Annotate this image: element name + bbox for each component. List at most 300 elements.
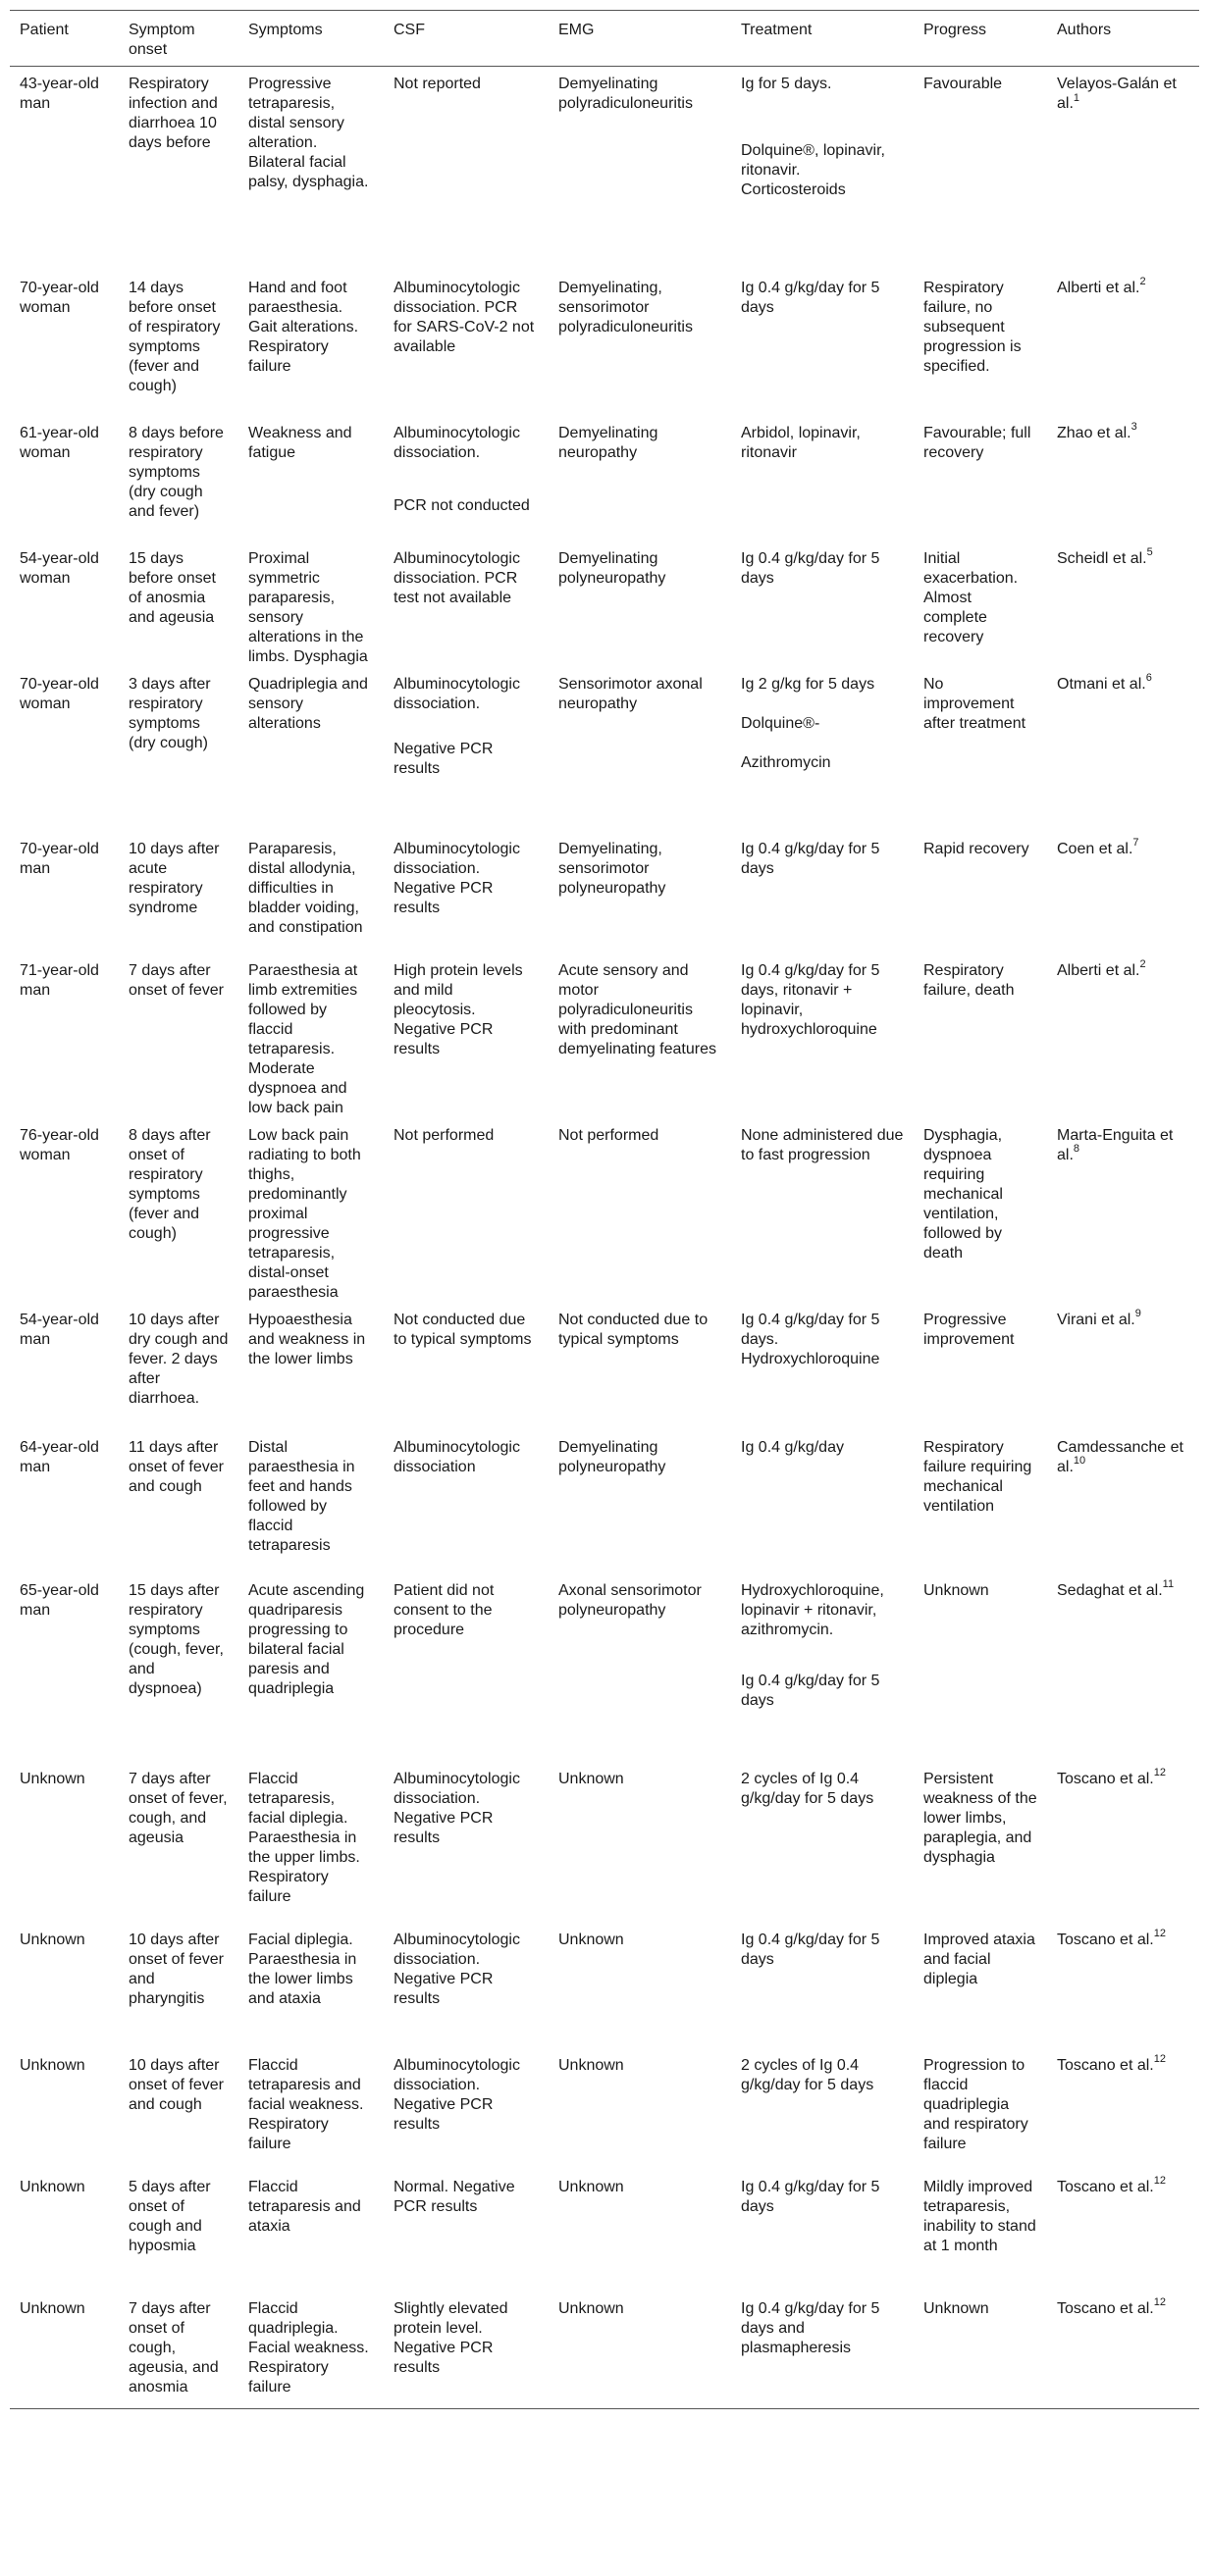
cell-onset-text: 5 days after onset of cough and hyposmia bbox=[129, 2178, 211, 2254]
cell-patient bbox=[10, 271, 119, 416]
cell-treatment-text: Ig for 5 days. bbox=[741, 76, 832, 92]
cell-csf bbox=[384, 1303, 549, 1430]
cell-symptoms bbox=[238, 1303, 384, 1430]
cell-csf bbox=[384, 416, 549, 541]
cell-patient-text: 64-year-old man bbox=[20, 1438, 99, 1475]
cell-authors-text: Scheidl et al. bbox=[1057, 549, 1147, 567]
cell-symptoms bbox=[238, 1118, 384, 1303]
header-treatment: Treatment bbox=[731, 11, 914, 67]
cell-emg bbox=[549, 1573, 731, 1762]
cell-treatment-text: 2 cycles of Ig 0.4 g/kg/day for 5 days bbox=[741, 2056, 874, 2093]
reference-number: 12 bbox=[1153, 2296, 1166, 2309]
cell-authors bbox=[1047, 1573, 1199, 1762]
cell-authors bbox=[1047, 667, 1199, 832]
cell-authors bbox=[1047, 832, 1199, 953]
cell-authors-text: Sedaghat et al. bbox=[1057, 1581, 1163, 1599]
cell-csf bbox=[384, 271, 549, 416]
cell-patient-text: 54-year-old man bbox=[20, 1311, 99, 1348]
cell-patient-text: 54-year-old woman bbox=[20, 549, 99, 587]
table-row bbox=[10, 1762, 1199, 1923]
cell-treatment-extra-text: Dolquine®- bbox=[741, 714, 820, 732]
cell-patient-text: 70-year-old woman bbox=[20, 675, 99, 712]
cell-onset bbox=[119, 2170, 238, 2292]
cell-authors-text: Marta-Enguita et al. bbox=[1057, 1126, 1174, 1163]
cell-authors-text: Otmani et al. bbox=[1057, 675, 1146, 693]
cell-csf bbox=[384, 1923, 549, 2048]
cell-progress-text: Favourable; full recovery bbox=[923, 424, 1031, 461]
cell-symptoms bbox=[238, 416, 384, 541]
cell-progress bbox=[914, 2048, 1047, 2170]
cell-onset bbox=[119, 1118, 238, 1303]
cell-csf-text: Albuminocytologic dissociation. Negative PCR results bbox=[394, 1931, 520, 2007]
cell-treatment-extra-text: Dolquine®, lopinavir, ritonavir. Corticosteroids bbox=[741, 142, 885, 198]
cell-emg-text: Demyelinating polyneuropathy bbox=[558, 549, 666, 587]
cell-symptoms bbox=[238, 67, 384, 271]
table-row bbox=[10, 1923, 1199, 2048]
cell-symptoms-text: Paraesthesia at limb extremities followed by flaccid tetraparesis. Moderate dyspnoea and low back pain bbox=[248, 961, 358, 1116]
cell-progress bbox=[914, 1430, 1047, 1573]
cell-symptoms-text: Hypoaesthesia and weakness in the lower limbs bbox=[248, 1311, 366, 1367]
cell-patient bbox=[10, 1303, 119, 1430]
cell-symptoms-text: Acute ascending quadriparesis progressing to bilateral facial paresis and quadriplegia bbox=[248, 1581, 365, 1697]
header-symptoms: Symptoms bbox=[238, 11, 384, 67]
cell-authors-text: Toscano et al. bbox=[1057, 1931, 1154, 1948]
cell-emg-text: Not conducted due to typical symptoms bbox=[558, 1311, 709, 1348]
case-table bbox=[10, 10, 1199, 2409]
cell-emg bbox=[549, 1118, 731, 1303]
cell-emg-text: Demyelinating neuropathy bbox=[558, 424, 658, 461]
cell-onset bbox=[119, 2048, 238, 2170]
cell-treatment bbox=[731, 1303, 914, 1430]
cell-csf-text: Albuminocytologic dissociation. bbox=[394, 424, 520, 461]
cell-symptoms-text: Weakness and fatigue bbox=[248, 424, 352, 461]
table-row bbox=[10, 67, 1199, 271]
header-authors: Authors bbox=[1047, 11, 1199, 67]
cell-onset bbox=[119, 67, 238, 271]
cell-patient bbox=[10, 953, 119, 1118]
table-row bbox=[10, 271, 1199, 416]
reference-number: 12 bbox=[1153, 1928, 1166, 1940]
cell-emg bbox=[549, 67, 731, 271]
cell-patient-text: Unknown bbox=[20, 2178, 85, 2195]
cell-treatment-text: Ig 0.4 g/kg/day for 5 days, ritonavir + lopinavir, hydroxychloroquine bbox=[741, 961, 880, 1038]
cell-progress bbox=[914, 2292, 1047, 2409]
cell-progress-text: Progressive improvement bbox=[923, 1311, 1015, 1348]
cell-onset-text: 15 days before onset of anosmia and ageusia bbox=[129, 549, 216, 626]
table-row bbox=[10, 953, 1199, 1118]
cell-onset bbox=[119, 416, 238, 541]
cell-patient-text: 70-year-old man bbox=[20, 840, 99, 877]
cell-emg bbox=[549, 1923, 731, 2048]
cell-symptoms bbox=[238, 2170, 384, 2292]
cell-csf-extra-text: PCR not conducted bbox=[394, 496, 530, 514]
cell-emg bbox=[549, 416, 731, 541]
header-row bbox=[10, 11, 1199, 67]
cell-csf bbox=[384, 1118, 549, 1303]
table-row bbox=[10, 1430, 1199, 1573]
cell-onset bbox=[119, 1923, 238, 2048]
cell-progress-text: Rapid recovery bbox=[923, 840, 1029, 857]
cell-treatment bbox=[731, 1430, 914, 1573]
cell-progress bbox=[914, 1118, 1047, 1303]
cell-patient bbox=[10, 1762, 119, 1923]
cell-csf-text: Normal. Negative PCR results bbox=[394, 2178, 515, 2215]
cell-csf-text: Not reported bbox=[394, 76, 481, 92]
cell-csf-extra-text: Negative PCR results bbox=[394, 740, 494, 777]
cell-treatment bbox=[731, 271, 914, 416]
cell-emg bbox=[549, 953, 731, 1118]
cell-onset bbox=[119, 1430, 238, 1573]
cell-symptoms bbox=[238, 1430, 384, 1573]
cell-onset bbox=[119, 1762, 238, 1923]
cell-csf bbox=[384, 832, 549, 953]
cell-symptoms-text: Flaccid tetraparesis and facial weakness. Respiratory failure bbox=[248, 2056, 364, 2152]
cell-symptoms bbox=[238, 953, 384, 1118]
cell-emg-text: Demyelinating polyneuropathy bbox=[558, 1438, 666, 1475]
cell-progress-text: Respiratory failure requiring mechanical ventilation bbox=[923, 1438, 1032, 1515]
cell-treatment bbox=[731, 832, 914, 953]
reference-number: 9 bbox=[1134, 1308, 1141, 1320]
cell-authors bbox=[1047, 1118, 1199, 1303]
reference-number: 6 bbox=[1145, 672, 1152, 685]
cell-authors-text: Toscano et al. bbox=[1057, 2299, 1154, 2317]
cell-emg-text: Unknown bbox=[558, 2056, 624, 2074]
cell-csf-text: Albuminocytologic dissociation bbox=[394, 1438, 520, 1475]
cell-symptoms-text: Hand and foot paraesthesia. Gait alterations. Respiratory failure bbox=[248, 279, 359, 375]
cell-symptoms-text: Paraparesis, distal allodynia, difficulties in bladder voiding, and constipation bbox=[248, 840, 363, 936]
cell-emg bbox=[549, 541, 731, 667]
cell-emg bbox=[549, 1762, 731, 1923]
cell-symptoms bbox=[238, 1762, 384, 1923]
header-progress: Progress bbox=[914, 11, 1047, 67]
cell-patient bbox=[10, 2048, 119, 2170]
cell-progress bbox=[914, 67, 1047, 271]
cell-patient bbox=[10, 541, 119, 667]
cell-csf-text: Patient did not consent to the procedure bbox=[394, 1581, 495, 1638]
cell-csf-text: Slightly elevated protein level. Negative PCR results bbox=[394, 2299, 508, 2376]
cell-patient-text: 71-year-old man bbox=[20, 961, 99, 999]
cell-onset bbox=[119, 1573, 238, 1762]
table-row bbox=[10, 416, 1199, 541]
cell-progress-text: Respiratory failure, death bbox=[923, 961, 1015, 999]
cell-authors-text: Toscano et al. bbox=[1057, 2056, 1154, 2074]
cell-authors-text: Toscano et al. bbox=[1057, 2178, 1154, 2195]
cell-csf bbox=[384, 1573, 549, 1762]
cell-progress-text: No improvement after treatment bbox=[923, 675, 1026, 732]
cell-emg-text: Unknown bbox=[558, 2178, 624, 2195]
cell-onset-text: 8 days before respiratory symptoms (dry cough and fever) bbox=[129, 424, 224, 520]
cell-symptoms-text: Flaccid quadriplegia. Facial weakness. Respiratory failure bbox=[248, 2299, 369, 2396]
cell-emg bbox=[549, 2170, 731, 2292]
cell-authors bbox=[1047, 1303, 1199, 1430]
cell-emg bbox=[549, 667, 731, 832]
cell-progress bbox=[914, 1303, 1047, 1430]
cell-treatment bbox=[731, 416, 914, 541]
cell-emg-text: Sensorimotor axonal neuropathy bbox=[558, 675, 703, 712]
cell-progress bbox=[914, 541, 1047, 667]
cell-treatment bbox=[731, 2292, 914, 2409]
cell-treatment-text: Arbidol, lopinavir, ritonavir bbox=[741, 424, 861, 461]
cell-emg bbox=[549, 2292, 731, 2409]
cell-authors-text: Coen et al. bbox=[1057, 840, 1133, 857]
cell-symptoms bbox=[238, 271, 384, 416]
cell-csf-text: High protein levels and mild pleocytosis. Negative PCR results bbox=[394, 961, 523, 1057]
table-row bbox=[10, 1573, 1199, 1762]
cell-progress bbox=[914, 271, 1047, 416]
cell-onset-text: 3 days after respiratory symptoms (dry cough) bbox=[129, 675, 211, 751]
cell-authors bbox=[1047, 416, 1199, 541]
cell-authors bbox=[1047, 271, 1199, 416]
cell-patient-text: Unknown bbox=[20, 1770, 85, 1787]
reference-number: 12 bbox=[1153, 1767, 1166, 1779]
cell-emg-text: Unknown bbox=[558, 1770, 624, 1787]
header-symptom-onset: Symptom onset bbox=[119, 11, 238, 67]
table-row bbox=[10, 1303, 1199, 1430]
cell-treatment-text: Ig 0.4 g/kg/day for 5 days bbox=[741, 840, 880, 877]
cell-treatment-text: Hydroxychloroquine, lopinavir + ritonavir, azithromycin. bbox=[741, 1581, 884, 1638]
reference-number: 8 bbox=[1073, 1143, 1080, 1156]
cell-onset-text: 7 days after onset of fever, cough, and ageusia bbox=[129, 1770, 228, 1846]
cell-csf-text: Albuminocytologic dissociation. bbox=[394, 675, 520, 712]
reference-number: 3 bbox=[1130, 421, 1137, 434]
cell-progress-text: Persistent weakness of the lower limbs, paraplegia, and dysphagia bbox=[923, 1770, 1037, 1866]
cell-authors-text: Zhao et al. bbox=[1057, 424, 1131, 441]
cell-emg bbox=[549, 271, 731, 416]
table-container bbox=[10, 10, 1199, 2566]
cell-progress bbox=[914, 1762, 1047, 1923]
cell-csf bbox=[384, 2170, 549, 2292]
cell-symptoms bbox=[238, 2292, 384, 2409]
cell-treatment bbox=[731, 667, 914, 832]
cell-patient bbox=[10, 1923, 119, 2048]
cell-csf bbox=[384, 667, 549, 832]
cell-authors bbox=[1047, 541, 1199, 667]
cell-csf bbox=[384, 2292, 549, 2409]
reference-number: 2 bbox=[1139, 276, 1146, 288]
cell-symptoms bbox=[238, 1923, 384, 2048]
cell-onset bbox=[119, 667, 238, 832]
cell-patient-text: 43-year-old man bbox=[20, 76, 99, 112]
table-row bbox=[10, 832, 1199, 953]
cell-onset-text: Respiratory infection and diarrhoea 10 days before bbox=[129, 76, 218, 151]
cell-treatment-text: Ig 0.4 g/kg/day bbox=[741, 1438, 844, 1456]
cell-treatment-text: Ig 0.4 g/kg/day for 5 days and plasmapheresis bbox=[741, 2299, 880, 2356]
cell-patient bbox=[10, 667, 119, 832]
cell-authors bbox=[1047, 2048, 1199, 2170]
cell-treatment-text: Ig 0.4 g/kg/day for 5 days bbox=[741, 279, 880, 316]
reference-number: 1 bbox=[1073, 91, 1080, 104]
cell-treatment-text: Ig 0.4 g/kg/day for 5 days bbox=[741, 1931, 880, 1968]
cell-treatment bbox=[731, 67, 914, 271]
cell-onset-text: 15 days after respiratory symptoms (cough, fever, and dyspnoea) bbox=[129, 1581, 224, 1697]
cell-csf-text: Not performed bbox=[394, 1126, 495, 1144]
cell-emg-text: Unknown bbox=[558, 1931, 624, 1948]
cell-treatment bbox=[731, 541, 914, 667]
cell-symptoms bbox=[238, 832, 384, 953]
cell-patient bbox=[10, 67, 119, 271]
cell-csf bbox=[384, 1762, 549, 1923]
cell-emg bbox=[549, 832, 731, 953]
cell-onset bbox=[119, 271, 238, 416]
table-row bbox=[10, 1118, 1199, 1303]
cell-symptoms-text: Low back pain radiating to both thighs, predominantly proximal progressive tetraparesis, distal-onset paraesthesia bbox=[248, 1126, 361, 1301]
cell-progress bbox=[914, 2170, 1047, 2292]
cell-treatment-extra-text: Ig 0.4 g/kg/day for 5 days bbox=[741, 1672, 880, 1709]
cell-authors-text: Virani et al. bbox=[1057, 1311, 1135, 1328]
cell-onset bbox=[119, 1303, 238, 1430]
cell-authors bbox=[1047, 2292, 1199, 2409]
cell-onset bbox=[119, 832, 238, 953]
cell-onset-text: 8 days after onset of respiratory symptoms (fever and cough) bbox=[129, 1126, 211, 1242]
cell-progress bbox=[914, 832, 1047, 953]
cell-authors-text: Camdessanche et al. bbox=[1057, 1438, 1183, 1475]
cell-symptoms bbox=[238, 2048, 384, 2170]
cell-symptoms-text: Flaccid tetraparesis and ataxia bbox=[248, 2178, 361, 2235]
reference-number: 11 bbox=[1162, 1578, 1175, 1591]
cell-treatment-extra-text: Azithromycin bbox=[741, 753, 831, 771]
cell-csf bbox=[384, 541, 549, 667]
cell-treatment bbox=[731, 1573, 914, 1762]
cell-onset-text: 11 days after onset of fever and cough bbox=[129, 1438, 224, 1495]
cell-onset-text: 10 days after dry cough and fever. 2 days after diarrhoea. bbox=[129, 1311, 229, 1407]
cell-csf bbox=[384, 2048, 549, 2170]
cell-progress bbox=[914, 416, 1047, 541]
cell-patient bbox=[10, 1573, 119, 1762]
cell-csf bbox=[384, 1430, 549, 1573]
cell-csf-text: Not conducted due to typical symptoms bbox=[394, 1311, 532, 1348]
cell-authors bbox=[1047, 67, 1199, 271]
cell-symptoms bbox=[238, 1573, 384, 1762]
cell-csf bbox=[384, 953, 549, 1118]
cell-onset bbox=[119, 953, 238, 1118]
cell-csf bbox=[384, 67, 549, 271]
cell-progress-text: Initial exacerbation. Almost complete recovery bbox=[923, 549, 1019, 645]
cell-treatment bbox=[731, 1762, 914, 1923]
cell-symptoms-text: Progressive tetraparesis, distal sensory alteration. Bilateral facial palsy, dysphagia. bbox=[248, 76, 369, 190]
reference-number: 7 bbox=[1132, 837, 1139, 850]
cell-authors-text: Toscano et al. bbox=[1057, 1770, 1154, 1787]
cell-emg-text: Unknown bbox=[558, 2299, 624, 2317]
cell-progress-text: Unknown bbox=[923, 2299, 989, 2317]
reference-number: 12 bbox=[1153, 2053, 1166, 2066]
cell-authors-text: Alberti et al. bbox=[1057, 961, 1140, 979]
cell-authors bbox=[1047, 1762, 1199, 1923]
cell-treatment-text: Ig 0.4 g/kg/day for 5 days. Hydroxychloroquine bbox=[741, 1311, 880, 1367]
cell-onset-text: 10 days after acute respiratory syndrome bbox=[129, 840, 220, 916]
cell-symptoms-text: Facial diplegia. Paraesthesia in the lower limbs and ataxia bbox=[248, 1931, 357, 2007]
cell-patient-text: 65-year-old man bbox=[20, 1581, 99, 1619]
cell-progress-text: Dysphagia, dyspnoea requiring mechanical ventilation, followed by death bbox=[923, 1126, 1003, 1262]
cell-onset-text: 10 days after onset of fever and pharyngitis bbox=[129, 1931, 224, 2007]
cell-progress-text: Favourable bbox=[923, 76, 1003, 92]
cell-emg bbox=[549, 2048, 731, 2170]
cell-treatment bbox=[731, 2048, 914, 2170]
table-row bbox=[10, 667, 1199, 832]
cell-emg-text: Axonal sensorimotor polyneuropathy bbox=[558, 1581, 702, 1619]
cell-progress bbox=[914, 953, 1047, 1118]
cell-symptoms-text: Proximal symmetric paraparesis, sensory alterations in the limbs. Dysphagia bbox=[248, 549, 368, 665]
cell-patient-text: Unknown bbox=[20, 1931, 85, 1948]
cell-patient-text: Unknown bbox=[20, 2056, 85, 2074]
cell-authors-text: Velayos-Galán et al. bbox=[1057, 76, 1177, 112]
cell-progress-text: Unknown bbox=[923, 1581, 989, 1599]
table-row bbox=[10, 2048, 1199, 2170]
cell-patient-text: 76-year-old woman bbox=[20, 1126, 99, 1163]
table-row bbox=[10, 541, 1199, 667]
cell-authors bbox=[1047, 953, 1199, 1118]
cell-patient-text: Unknown bbox=[20, 2299, 85, 2317]
cell-treatment bbox=[731, 1118, 914, 1303]
cell-csf-text: Albuminocytologic dissociation. Negative PCR results bbox=[394, 1770, 520, 1846]
cell-progress-text: Mildly improved tetraparesis, inability to stand at 1 month bbox=[923, 2178, 1036, 2254]
cell-authors bbox=[1047, 1923, 1199, 2048]
table-row bbox=[10, 2292, 1199, 2409]
cell-symptoms bbox=[238, 541, 384, 667]
header-csf: CSF bbox=[384, 11, 549, 67]
cell-csf-text: Albuminocytologic dissociation. PCR test not available bbox=[394, 549, 520, 606]
table-body bbox=[10, 67, 1199, 2409]
cell-emg bbox=[549, 1303, 731, 1430]
cell-progress-text: Progression to flaccid quadriplegia and respiratory failure bbox=[923, 2056, 1028, 2152]
reference-number: 10 bbox=[1073, 1455, 1086, 1468]
reference-number: 5 bbox=[1146, 546, 1153, 559]
cell-onset-text: 7 days after onset of cough, ageusia, and anosmia bbox=[129, 2299, 219, 2396]
cell-progress bbox=[914, 1573, 1047, 1762]
cell-patient bbox=[10, 832, 119, 953]
cell-authors bbox=[1047, 2170, 1199, 2292]
header-emg: EMG bbox=[549, 11, 731, 67]
cell-treatment-text: Ig 0.4 g/kg/day for 5 days bbox=[741, 2178, 880, 2215]
cell-csf-text: Albuminocytologic dissociation. PCR for SARS-CoV-2 not available bbox=[394, 279, 535, 355]
cell-symptoms bbox=[238, 667, 384, 832]
cell-treatment-text: None administered due to fast progression bbox=[741, 1126, 904, 1163]
cell-patient bbox=[10, 2170, 119, 2292]
cell-onset bbox=[119, 541, 238, 667]
cell-patient bbox=[10, 1118, 119, 1303]
table-row bbox=[10, 2170, 1199, 2292]
cell-onset-text: 14 days before onset of respiratory symptoms (fever and cough) bbox=[129, 279, 221, 394]
cell-onset bbox=[119, 2292, 238, 2409]
cell-progress bbox=[914, 667, 1047, 832]
cell-onset-text: 7 days after onset of fever bbox=[129, 961, 224, 999]
cell-treatment bbox=[731, 953, 914, 1118]
cell-patient-text: 61-year-old woman bbox=[20, 424, 99, 461]
header-patient: Patient bbox=[10, 11, 119, 67]
cell-symptoms-text: Flaccid tetraparesis, facial diplegia. Paraesthesia in the upper limbs. Respiratory failure bbox=[248, 1770, 360, 1905]
cell-emg-text: Not performed bbox=[558, 1126, 659, 1144]
cell-patient-text: 70-year-old woman bbox=[20, 279, 99, 316]
cell-emg bbox=[549, 1430, 731, 1573]
cell-csf-text: Albuminocytologic dissociation. Negative PCR results bbox=[394, 840, 520, 916]
cell-patient bbox=[10, 2292, 119, 2409]
cell-authors-text: Alberti et al. bbox=[1057, 279, 1140, 296]
cell-treatment bbox=[731, 2170, 914, 2292]
cell-patient bbox=[10, 416, 119, 541]
cell-progress-text: Respiratory failure, no subsequent progression is specified. bbox=[923, 279, 1022, 375]
reference-number: 12 bbox=[1153, 2175, 1166, 2188]
cell-symptoms-text: Distal paraesthesia in feet and hands followed by flaccid tetraparesis bbox=[248, 1438, 355, 1554]
cell-emg-text: Demyelinating polyradiculoneuritis bbox=[558, 76, 693, 112]
cell-treatment-text: Ig 2 g/kg for 5 days bbox=[741, 675, 875, 693]
cell-authors bbox=[1047, 1430, 1199, 1573]
cell-progress bbox=[914, 1923, 1047, 2048]
cell-symptoms-text: Quadriplegia and sensory alterations bbox=[248, 675, 368, 732]
cell-emg-text: Demyelinating, sensorimotor polyneuropathy bbox=[558, 840, 666, 897]
cell-progress-text: Improved ataxia and facial diplegia bbox=[923, 1931, 1035, 1987]
cell-treatment-text: 2 cycles of Ig 0.4 g/kg/day for 5 days bbox=[741, 1770, 874, 1807]
cell-csf-text: Albuminocytologic dissociation. Negative PCR results bbox=[394, 2056, 520, 2133]
cell-treatment bbox=[731, 1923, 914, 2048]
